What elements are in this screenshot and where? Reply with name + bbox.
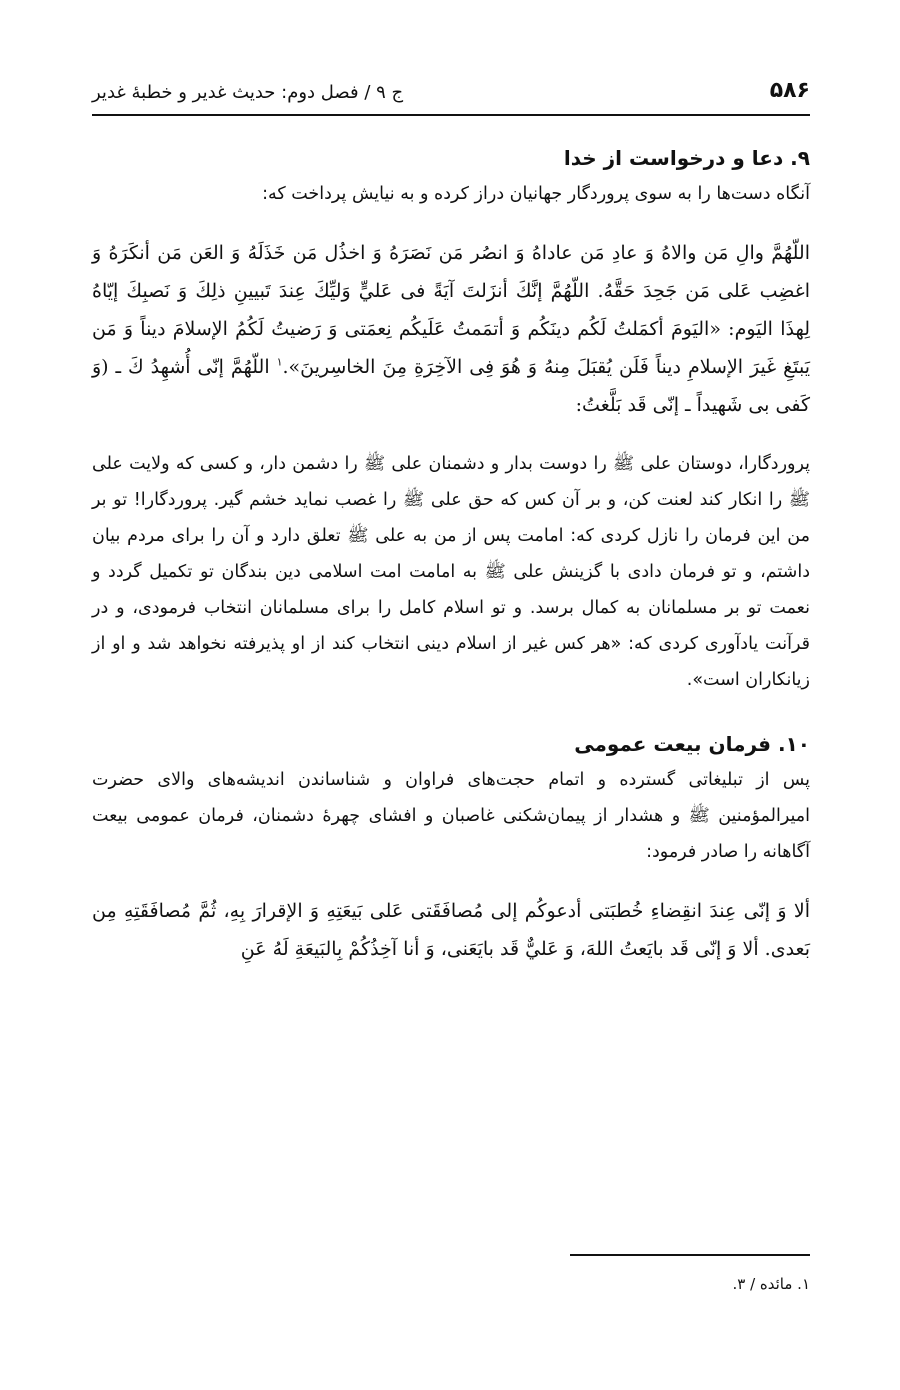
arabic-text-part2: اللّهُمَّ إنّى أُشهِدُ كَ ـ (وَ كَفى بى شَهيداً ـ إنّى قَد بَلَّغتُ:	[92, 356, 810, 416]
footnote-marker[interactable]: ۱	[276, 355, 283, 369]
book-page	[92, 0, 810, 1390]
section-10-heading: ۱۰. فرمان بیعت عمومی	[574, 732, 810, 756]
running-title: ج ۹ / فصل دوم: حدیث غدیر و خطبهٔ غدیر	[92, 82, 404, 103]
page-content	[92, 140, 810, 968]
section-10-intro: پس از تبلیغاتی گسترده و اتمام حجت‌های فراوان و شناساندن اندیشه‌های والای حضرت امیرالمؤمنین ﷺ و هشدار از پیمان‌شکنی غاصبان و افشای چهرهٔ دشمنان، فرمان عمومی بیعت آگاهانه را صادر فرمود:	[92, 770, 810, 862]
footnote-divider	[570, 1254, 810, 1256]
section-9-heading: ۹. دعا و درخواست از خدا	[563, 146, 810, 170]
section-9-arabic-text	[92, 234, 810, 424]
section-9-translation: پروردگارا، دوستان علی ﷺ را دوست بدار و دشمنان علی ﷺ را دشمن دار، و کسی که ولایت علی ﷺ را انکار کند لعنت کن، و بر آن کس که حق علی ﷺ را غصب نماید خشم گیر. پروردگارا! تو بر من این فرمان را نازل کردی که: امامت پس از من به علی ﷺ تعلق دارد و آن را برای مردم بیان داشتم، و تو فرمان دادی با گزینش علی ﷺ به امامت امت اسلامی دین بندگان تو تکمیل گردد و نعمت تو بر مسلمانان به کمال برسد. و تو اسلام کامل را برای مسلمانان انتخاب فرمودی، و در قرآنت یادآوری کردی که: «هر کس غیر از اسلام دینی انتخاب کند از او پذیرفته نخواهد شد و او از زیانکاران است».	[92, 454, 810, 690]
footnote: ۱. مائده / ۳.	[732, 1275, 810, 1293]
section-9-intro: آنگاه دست‌ها را به سوی پروردگار جهانیان دراز کرده و به نیایش پرداخت که:	[262, 184, 810, 204]
page-header	[92, 74, 810, 116]
page-number: ۵۸۶	[769, 78, 810, 103]
section-10-arabic-text: ألا وَ إنّى عِندَ انقِضاءِ خُطبَتى أدعوكُم إلى مُصافَقَتى عَلى بَيعَتِهِ وَ الإقرارَ بِهِ، ثُمَّ مُصافَقَتِهِ مِن بَعدى. ألا وَ إنّى قَد بايَعتُ اللهَ، وَ عَليٌّ قَد بايَعَنى، وَ أنا آخِذُكُمْ بِالبَيعَةِ لَهُ عَنِ	[92, 900, 810, 960]
arabic-text-part1: اللّهُمَّ والِ مَن والاهُ وَ عادِ مَن عاداهُ وَ انصُر مَن نَصَرَهُ وَ اخذُل مَن خَذَلَهُ وَ العَن مَن أنكَرَهُ وَ اغضِب عَلى مَن جَحِدَ حَقَّهُ. اللّهُمَّ إنَّكَ أنزَلتَ آيَةً فى عَليٍّ وَليِّكَ عِندَ تَبيينِ ذلِكَ وَ نَصبِكَ إيّاهُ لِهذَا اليَوم: «اليَومَ أكمَلتُ لَكُم دينَكُم وَ أتمَمتُ عَلَيكُم نِعمَتى وَ رَضيتُ لَكُمُ الإسلامَ ديناً وَ مَن يَبتَغِ غَيرَ الإسلامِ ديناً فَلَن يُقبَلَ مِنهُ وَ هُوَ فِى الآخِرَةِ مِنَ الخاسِرينَ».	[92, 242, 810, 378]
